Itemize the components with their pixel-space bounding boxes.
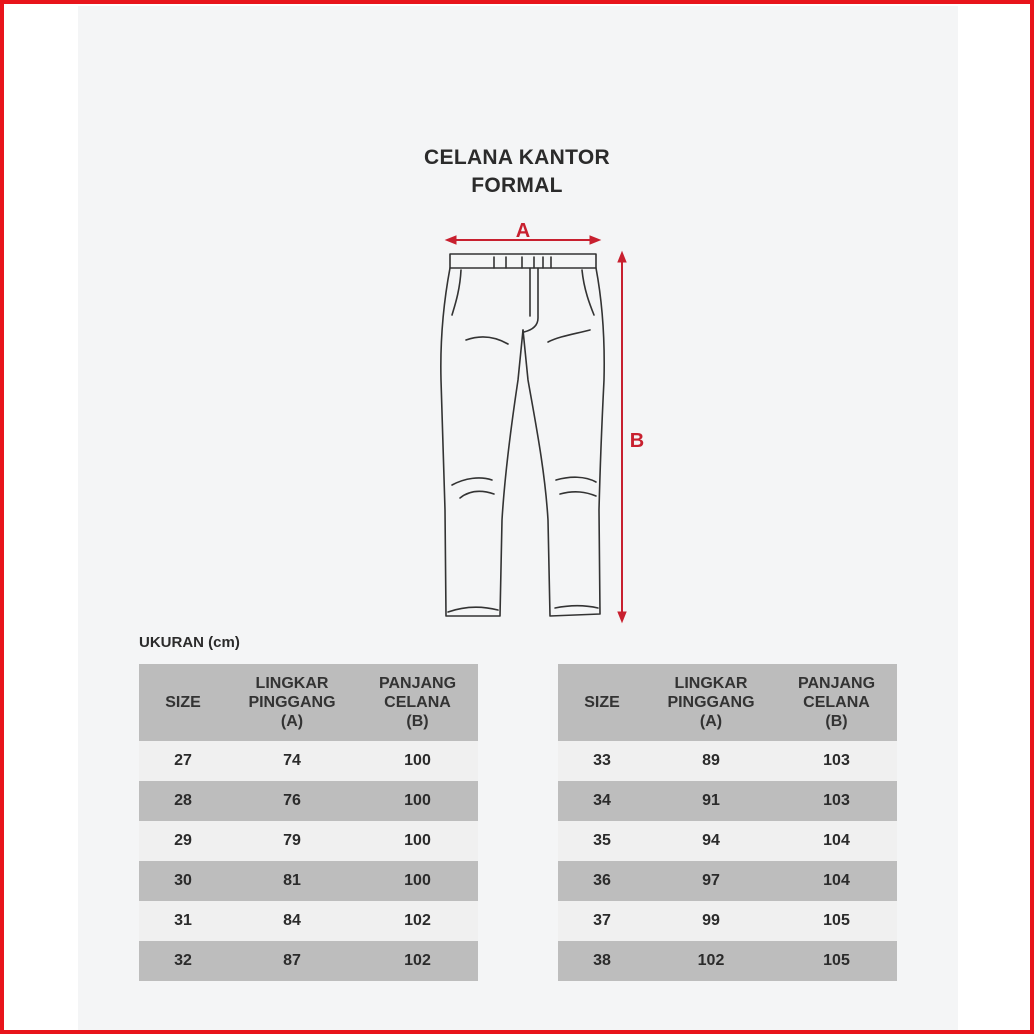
cell-size: 27 (139, 741, 227, 781)
cell-size: 36 (558, 861, 646, 901)
table-row (139, 901, 478, 941)
table-row (558, 781, 897, 821)
cell-size: 34 (558, 781, 646, 821)
size-table-right (558, 664, 897, 981)
page-title-line2: FORMAL (471, 174, 563, 197)
cell-length: 100 (357, 821, 478, 861)
cell-size: 28 (139, 781, 227, 821)
header-length: PANJANG CELANA (B) (776, 664, 897, 741)
table-row (139, 941, 478, 981)
cell-waist: 81 (227, 861, 357, 901)
cell-waist: 99 (646, 901, 776, 941)
size-table-left (139, 664, 478, 981)
cell-size: 29 (139, 821, 227, 861)
table-row (139, 861, 478, 901)
cell-length: 102 (357, 901, 478, 941)
table-row (558, 741, 897, 781)
cell-waist: 87 (227, 941, 357, 981)
table-row (558, 901, 897, 941)
size-caption: UKURAN (cm) (139, 634, 240, 651)
header-size: SIZE (558, 664, 646, 741)
table-row (558, 861, 897, 901)
header-size: SIZE (139, 664, 227, 741)
cell-waist: 97 (646, 861, 776, 901)
cell-size: 30 (139, 861, 227, 901)
table-row (139, 781, 478, 821)
cell-length: 105 (776, 901, 897, 941)
cell-length: 103 (776, 781, 897, 821)
cell-waist: 79 (227, 821, 357, 861)
cell-waist: 76 (227, 781, 357, 821)
dimension-b (618, 252, 626, 622)
label-b: B (629, 430, 645, 452)
cell-length: 100 (357, 861, 478, 901)
cell-waist: 94 (646, 821, 776, 861)
header-length: PANJANG CELANA (B) (357, 664, 478, 741)
cell-size: 32 (139, 941, 227, 981)
cell-size: 37 (558, 901, 646, 941)
cell-size: 38 (558, 941, 646, 981)
cell-size: 33 (558, 741, 646, 781)
cell-length: 104 (776, 821, 897, 861)
cell-length: 104 (776, 861, 897, 901)
cell-waist: 84 (227, 901, 357, 941)
cell-size: 31 (139, 901, 227, 941)
pants-outline (441, 254, 604, 616)
label-a: A (515, 220, 531, 242)
cell-waist: 89 (646, 741, 776, 781)
pants-diagram (420, 215, 660, 625)
table-row (558, 941, 897, 981)
cell-length: 102 (357, 941, 478, 981)
cell-length: 100 (357, 741, 478, 781)
header-waist: LINGKAR PINGGANG (A) (227, 664, 357, 741)
table-row (139, 741, 478, 781)
cell-length: 103 (776, 741, 897, 781)
cell-waist: 102 (646, 941, 776, 981)
table-row (558, 821, 897, 861)
cell-length: 100 (357, 781, 478, 821)
cell-length: 105 (776, 941, 897, 981)
cell-waist: 91 (646, 781, 776, 821)
page-title-line1: CELANA KANTOR (424, 146, 610, 169)
table-row (139, 821, 478, 861)
cell-size: 35 (558, 821, 646, 861)
cell-waist: 74 (227, 741, 357, 781)
header-waist: LINGKAR PINGGANG (A) (646, 664, 776, 741)
